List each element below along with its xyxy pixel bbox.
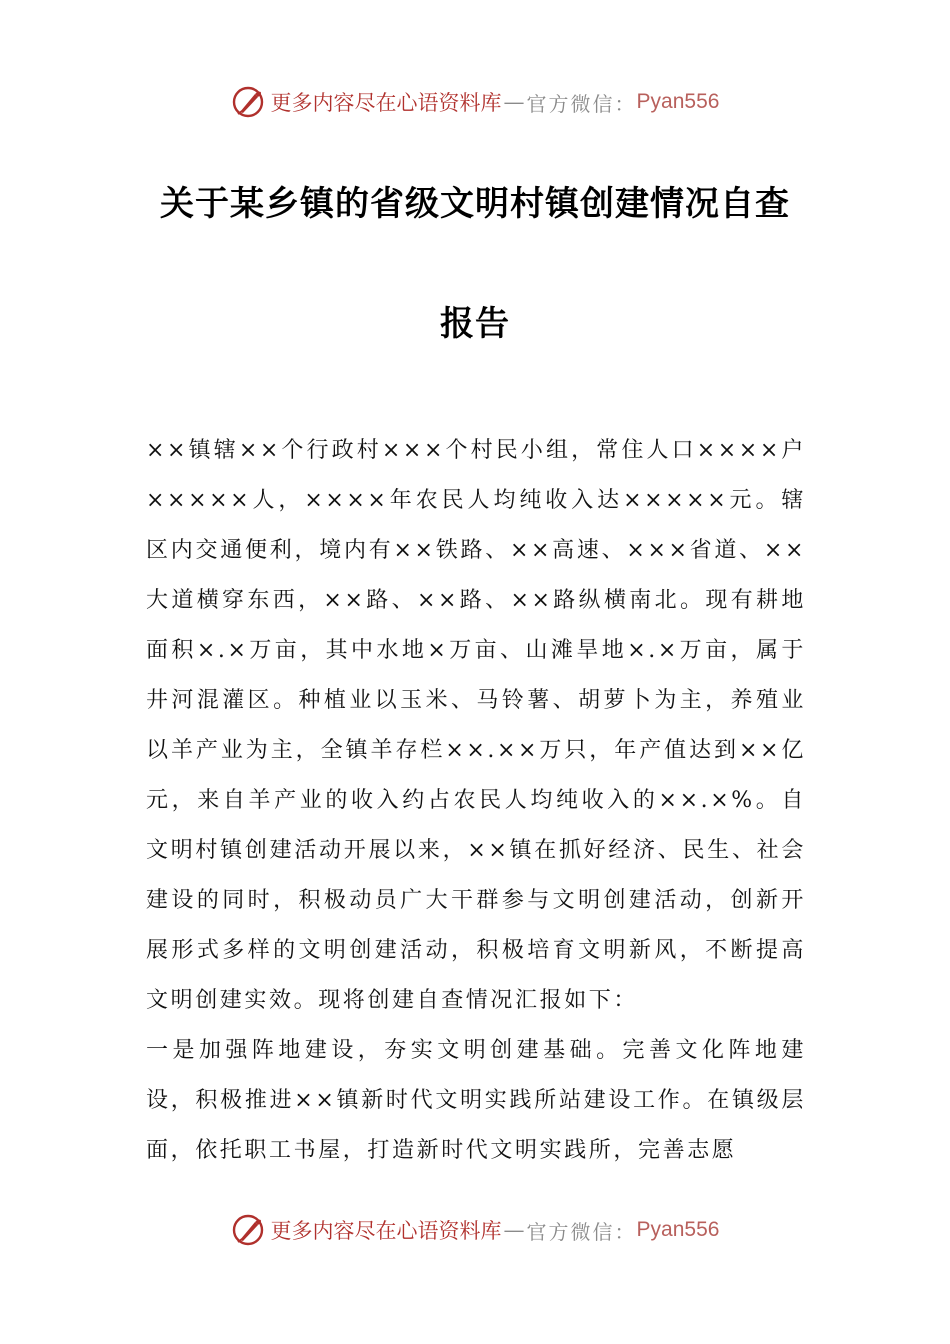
body-paragraph-intro: ××镇辖××个行政村×××个村民小组，常住人口××××户×××××人，××××年农民人均纯收入达×××××元。辖区内交通便利，境内有××铁路、××高速、×××省道、××大道横穿东西，××路、××路、××路纵横南北。现有耕地面积×.×万亩，其中水地×万亩、山滩旱地×.×万亩，属于井河混灌区。种植业以玉米、马铃薯、胡萝卜为主，养殖业以羊产业为主，全镇羊存栏××.××万只，年产值达到××亿元，来自羊产业的收入约占农民人均纯收入的××.×%。自文明村镇创建活动开展以来，××镇在抓好经济、民生、社会建设的同时，积极动员广大干群参与文明创建活动，创新开展形式多样的文明创建活动，积极培育文明新风，不断提高文明创建实效。现将创建自查情况汇报如下： xyxy=(146,438,806,1013)
banner-wechat-label: 官方微信： xyxy=(526,1219,637,1244)
banner-text: 更多内容尽在心语资料库 xyxy=(270,91,502,115)
banner-separator: — xyxy=(503,1218,525,1242)
quill-logo-icon xyxy=(231,85,265,119)
quill-logo-icon xyxy=(231,1213,265,1247)
banner-wechat-label: 官方微信： xyxy=(526,91,637,116)
body-paragraph-first-point: 一是加强阵地建设，夯实文明创建基础。完善文化阵地建设，积极推进××镇新时代文明实践所站建设工作。在镇级层面，依托职工书屋，打造新时代文明实践所，完善志愿 xyxy=(146,1038,806,1163)
banner-wechat-id: Pyan556 xyxy=(636,1218,720,1241)
document-title-line-2: 报告 xyxy=(440,304,510,344)
banner-wechat-id: Pyan556 xyxy=(636,90,720,113)
document-body xyxy=(146,426,806,1176)
banner-text: 更多内容尽在心语资料库 xyxy=(270,1219,502,1243)
banner-separator: — xyxy=(503,90,525,114)
header-watermark-banner xyxy=(0,82,950,122)
footer-watermark-banner xyxy=(0,1210,950,1250)
document-title-line-1: 关于某乡镇的省级文明村镇创建情况自查 xyxy=(160,184,790,224)
